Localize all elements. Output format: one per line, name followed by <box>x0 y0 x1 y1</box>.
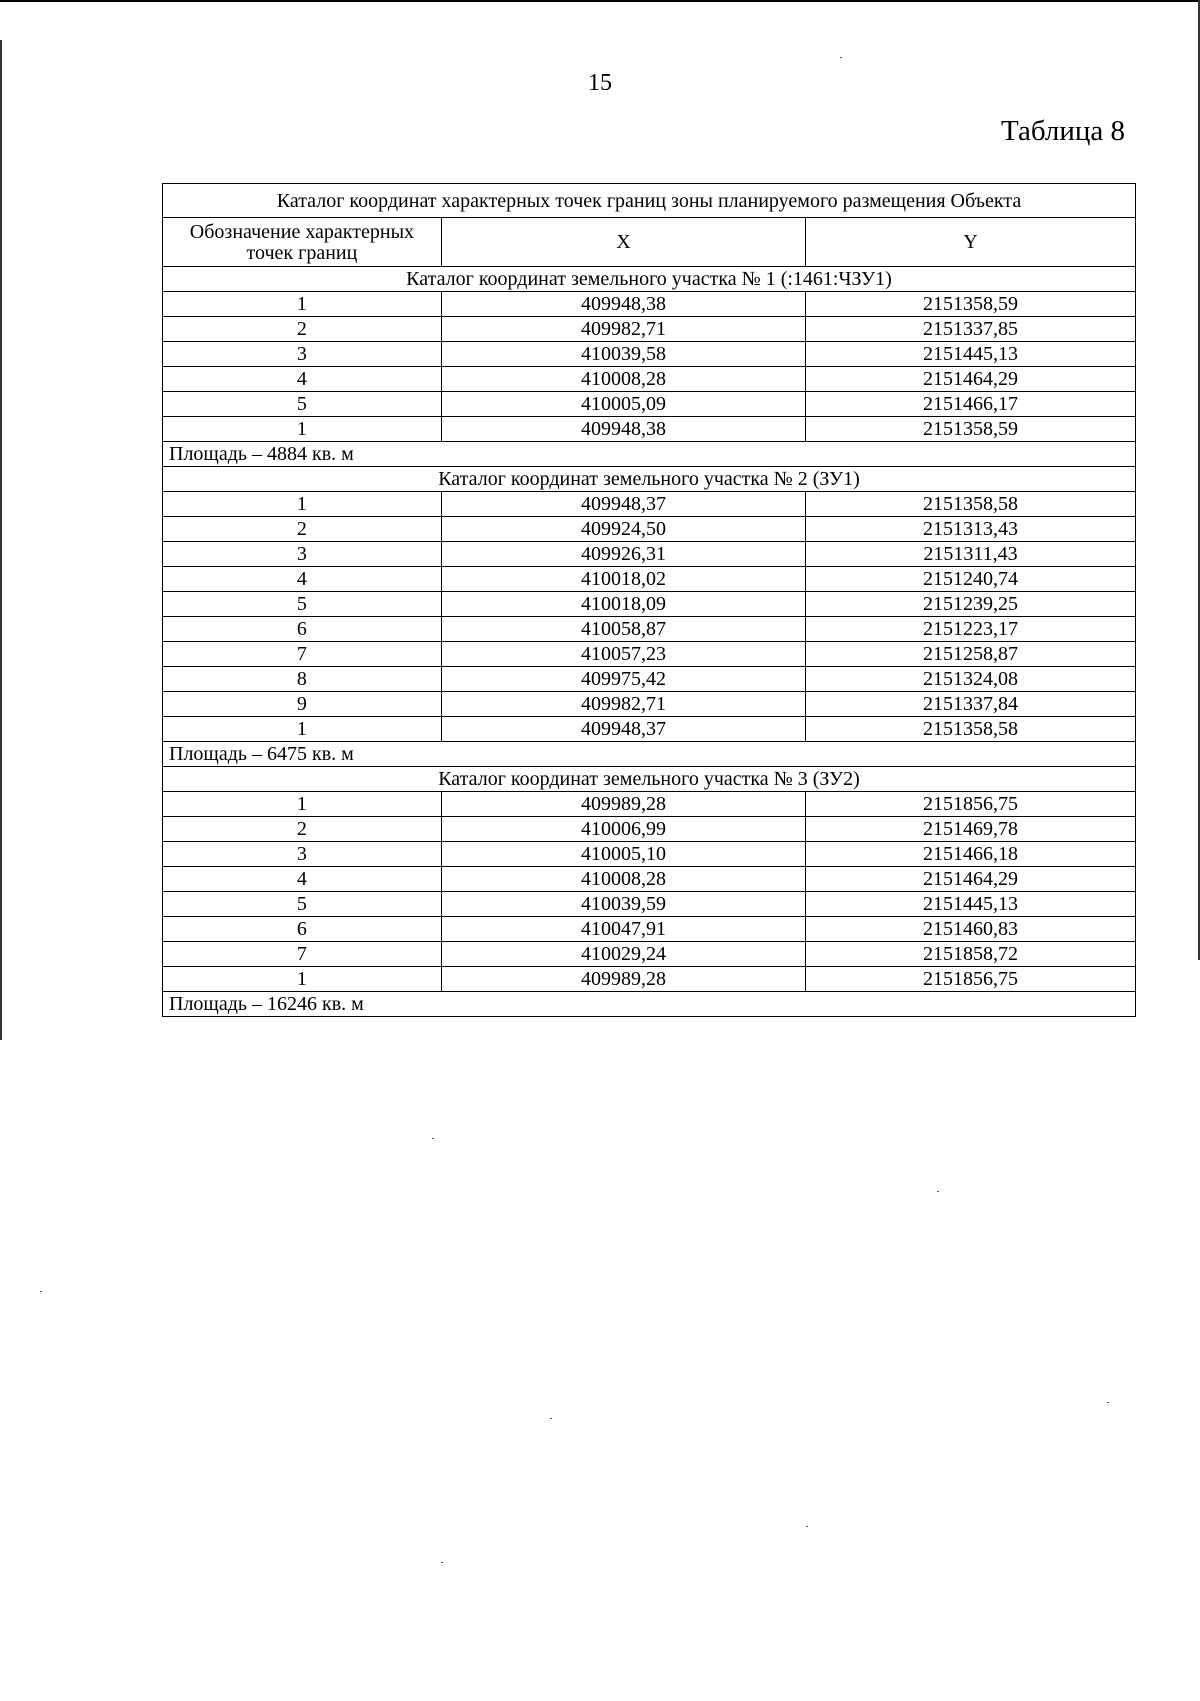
cell-y: 2151337,85 <box>806 317 1136 342</box>
cell-point: 9 <box>163 692 442 717</box>
cell-x: 409975,42 <box>441 667 805 692</box>
cell-point: 6 <box>163 917 442 942</box>
cell-y: 2151223,17 <box>806 617 1136 642</box>
cell-x: 409989,28 <box>441 792 805 817</box>
coordinates-table <box>162 183 1136 1017</box>
table-row <box>163 317 1136 342</box>
area-row <box>163 442 1136 467</box>
scan-speck <box>806 1526 808 1527</box>
header-y: Y <box>806 218 1136 267</box>
header-point: Обозначение характерных точек границ <box>163 218 442 267</box>
section-heading-row <box>163 767 1136 792</box>
cell-point: 2 <box>163 517 442 542</box>
cell-x: 409989,28 <box>441 967 805 992</box>
table-row <box>163 817 1136 842</box>
cell-y: 2151358,58 <box>806 492 1136 517</box>
cell-point: 5 <box>163 892 442 917</box>
table-header-row <box>163 218 1136 267</box>
area-label: Площадь – 16246 кв. м <box>163 992 1136 1017</box>
cell-x: 410029,24 <box>441 942 805 967</box>
table-row <box>163 867 1136 892</box>
scan-speck <box>432 1138 434 1139</box>
cell-point: 4 <box>163 367 442 392</box>
cell-x: 409948,37 <box>441 717 805 742</box>
cell-y: 2151313,43 <box>806 517 1136 542</box>
cell-x: 409982,71 <box>441 692 805 717</box>
cell-y: 2151358,59 <box>806 292 1136 317</box>
cell-y: 2151445,13 <box>806 892 1136 917</box>
cell-x: 410057,23 <box>441 642 805 667</box>
area-label: Площадь – 4884 кв. м <box>163 442 1136 467</box>
page-number: 15 <box>588 70 612 96</box>
cell-x: 409982,71 <box>441 317 805 342</box>
cell-point: 1 <box>163 492 442 517</box>
table-caption: Таблица 8 <box>1000 115 1125 147</box>
table-row <box>163 417 1136 442</box>
cell-x: 410039,59 <box>441 892 805 917</box>
header-x: X <box>441 218 805 267</box>
cell-y: 2151856,75 <box>806 792 1136 817</box>
table-row <box>163 592 1136 617</box>
cell-y: 2151858,72 <box>806 942 1136 967</box>
cell-point: 1 <box>163 292 442 317</box>
table-title: Каталог координат характерных точек границ зоны планируемого размещения Объекта <box>163 184 1136 218</box>
table-row <box>163 667 1136 692</box>
cell-point: 5 <box>163 592 442 617</box>
cell-y: 2151466,18 <box>806 842 1136 867</box>
cell-x: 409924,50 <box>441 517 805 542</box>
area-row <box>163 992 1136 1017</box>
cell-x: 410039,58 <box>441 342 805 367</box>
area-row <box>163 742 1136 767</box>
cell-y: 2151466,17 <box>806 392 1136 417</box>
cell-y: 2151311,43 <box>806 542 1136 567</box>
cell-y: 2151445,13 <box>806 342 1136 367</box>
table-row <box>163 842 1136 867</box>
cell-point: 7 <box>163 642 442 667</box>
cell-point: 8 <box>163 667 442 692</box>
section-heading: Каталог координат земельного участка № 1 (:1461:ЧЗУ1) <box>163 267 1136 292</box>
section-heading: Каталог координат земельного участка № 2 (ЗУ1) <box>163 467 1136 492</box>
cell-x: 409948,38 <box>441 417 805 442</box>
cell-x: 410008,28 <box>441 867 805 892</box>
table-row <box>163 792 1136 817</box>
cell-x: 409948,37 <box>441 492 805 517</box>
scan-speck <box>937 1191 939 1192</box>
section-heading-row <box>163 267 1136 292</box>
scan-edge-left <box>0 40 2 1040</box>
table-row <box>163 292 1136 317</box>
cell-x: 410058,87 <box>441 617 805 642</box>
cell-point: 4 <box>163 567 442 592</box>
cell-x: 410005,09 <box>441 392 805 417</box>
cell-y: 2151469,78 <box>806 817 1136 842</box>
scan-speck <box>40 1291 42 1292</box>
table-row <box>163 367 1136 392</box>
cell-point: 6 <box>163 617 442 642</box>
table-row <box>163 717 1136 742</box>
cell-point: 1 <box>163 717 442 742</box>
table-title-row <box>163 184 1136 218</box>
cell-point: 2 <box>163 317 442 342</box>
cell-y: 2151324,08 <box>806 667 1136 692</box>
cell-x: 409948,38 <box>441 292 805 317</box>
cell-y: 2151464,29 <box>806 867 1136 892</box>
cell-x: 410018,02 <box>441 567 805 592</box>
table-row <box>163 917 1136 942</box>
scan-edge-top <box>0 0 1200 2</box>
table-row <box>163 967 1136 992</box>
cell-y: 2151460,83 <box>806 917 1136 942</box>
cell-point: 7 <box>163 942 442 967</box>
table-row <box>163 942 1136 967</box>
table-row <box>163 642 1136 667</box>
table-row <box>163 542 1136 567</box>
cell-point: 1 <box>163 792 442 817</box>
cell-x: 410005,10 <box>441 842 805 867</box>
scan-speck <box>550 1418 552 1419</box>
scan-speck <box>441 1562 443 1563</box>
scan-speck <box>840 57 842 58</box>
cell-point: 5 <box>163 392 442 417</box>
cell-x: 409926,31 <box>441 542 805 567</box>
cell-y: 2151337,84 <box>806 692 1136 717</box>
table-row <box>163 517 1136 542</box>
scan-speck <box>1107 1402 1109 1403</box>
cell-y: 2151358,58 <box>806 717 1136 742</box>
cell-y: 2151464,29 <box>806 367 1136 392</box>
cell-y: 2151856,75 <box>806 967 1136 992</box>
cell-x: 410047,91 <box>441 917 805 942</box>
cell-point: 1 <box>163 417 442 442</box>
cell-point: 3 <box>163 842 442 867</box>
cell-point: 1 <box>163 967 442 992</box>
table-row <box>163 617 1136 642</box>
cell-y: 2151358,59 <box>806 417 1136 442</box>
cell-y: 2151239,25 <box>806 592 1136 617</box>
table-row <box>163 567 1136 592</box>
table-row <box>163 892 1136 917</box>
cell-y: 2151240,74 <box>806 567 1136 592</box>
cell-point: 4 <box>163 867 442 892</box>
section-heading: Каталог координат земельного участка № 3 (ЗУ2) <box>163 767 1136 792</box>
cell-point: 3 <box>163 342 442 367</box>
cell-x: 410006,99 <box>441 817 805 842</box>
table-row <box>163 342 1136 367</box>
area-label: Площадь – 6475 кв. м <box>163 742 1136 767</box>
cell-x: 410008,28 <box>441 367 805 392</box>
cell-point: 2 <box>163 817 442 842</box>
cell-x: 410018,09 <box>441 592 805 617</box>
table-row <box>163 692 1136 717</box>
cell-y: 2151258,87 <box>806 642 1136 667</box>
table-row <box>163 492 1136 517</box>
section-heading-row <box>163 467 1136 492</box>
cell-point: 3 <box>163 542 442 567</box>
table-row <box>163 392 1136 417</box>
